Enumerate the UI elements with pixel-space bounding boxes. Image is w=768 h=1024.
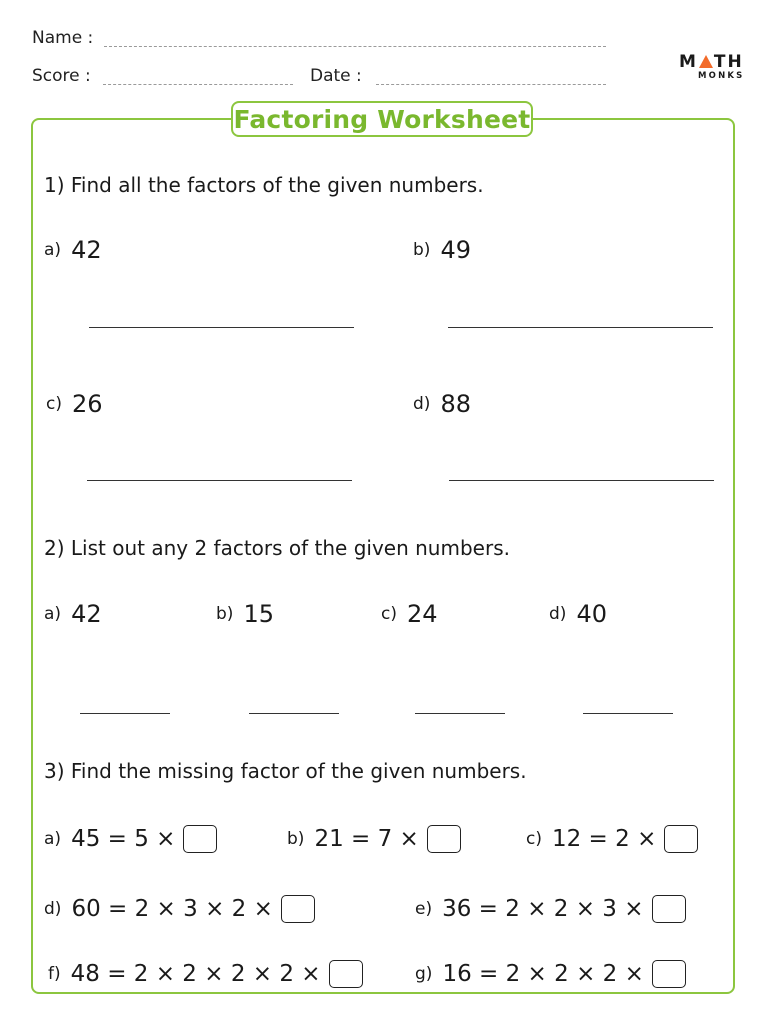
item-label: b) xyxy=(287,829,305,849)
item-label: b) xyxy=(216,604,234,624)
s1-item-a xyxy=(44,236,102,264)
s1-item-b xyxy=(413,236,471,264)
item-label: a) xyxy=(44,240,62,260)
item-label: b) xyxy=(413,240,431,260)
answer-line-a[interactable] xyxy=(89,327,354,328)
item-value: 42 xyxy=(71,236,102,264)
score-label: Score : xyxy=(32,66,91,86)
s2-item-c xyxy=(381,600,438,628)
s2-item-b xyxy=(216,600,274,628)
question-2: 2) List out any 2 factors of the given numbers. xyxy=(44,536,510,560)
title-box xyxy=(231,101,533,137)
equation: 16 = 2 × 2 × 2 × xyxy=(442,961,644,987)
item-label: c) xyxy=(46,394,62,414)
item-label: c) xyxy=(381,604,397,624)
answer-box[interactable] xyxy=(664,825,698,853)
answer-box[interactable] xyxy=(281,895,315,923)
item-label: d) xyxy=(44,899,62,919)
item-value: 24 xyxy=(406,600,438,628)
item-label: a) xyxy=(44,829,62,849)
answer-line-c[interactable] xyxy=(87,480,352,481)
item-value: 42 xyxy=(71,600,102,628)
item-label: g) xyxy=(415,964,433,984)
item-label: d) xyxy=(549,604,567,624)
item-label: c) xyxy=(526,829,542,849)
logo-math-right: TH xyxy=(713,52,744,72)
question-1: 1) Find all the factors of the given numbers. xyxy=(44,173,484,197)
equation: 45 = 5 × xyxy=(71,826,176,852)
answer-line-2a[interactable] xyxy=(80,713,170,714)
answer-line-2d[interactable] xyxy=(583,713,673,714)
equation: 36 = 2 × 2 × 3 × xyxy=(442,896,644,922)
s1-item-d xyxy=(413,390,471,418)
s3-item-b xyxy=(287,825,461,853)
item-value: 49 xyxy=(440,236,471,264)
answer-box[interactable] xyxy=(652,895,686,923)
math-monks-logo xyxy=(679,54,745,81)
answer-box[interactable] xyxy=(329,960,363,988)
s3-item-f xyxy=(48,960,363,988)
answer-line-b[interactable] xyxy=(448,327,713,328)
item-value: 26 xyxy=(71,390,103,418)
logo-wordmark xyxy=(679,54,745,71)
s3-item-c xyxy=(526,825,698,853)
date-label: Date : xyxy=(310,66,362,86)
name-field[interactable] xyxy=(104,46,606,47)
s3-item-d xyxy=(44,895,315,923)
answer-line-d[interactable] xyxy=(449,480,714,481)
equation: 21 = 7 × xyxy=(314,826,419,852)
page-title: Factoring Worksheet xyxy=(233,104,531,134)
s3-item-e xyxy=(415,895,686,923)
answer-box[interactable] xyxy=(427,825,461,853)
item-label: e) xyxy=(415,899,433,919)
item-value: 15 xyxy=(243,600,274,628)
question-3: 3) Find the missing factor of the given numbers. xyxy=(44,759,527,783)
logo-monks: MONKS xyxy=(698,71,745,81)
s2-item-d xyxy=(549,600,607,628)
score-field[interactable] xyxy=(103,84,293,85)
answer-box[interactable] xyxy=(183,825,217,853)
answer-box[interactable] xyxy=(652,960,686,988)
item-label: d) xyxy=(413,394,431,414)
equation: 48 = 2 × 2 × 2 × 2 × xyxy=(70,961,321,987)
date-field[interactable] xyxy=(376,84,606,85)
s1-item-c xyxy=(46,390,103,418)
s3-item-a xyxy=(44,825,217,853)
s3-item-g xyxy=(415,960,686,988)
item-label: f) xyxy=(48,964,61,984)
answer-line-2b[interactable] xyxy=(249,713,339,714)
triangle-icon xyxy=(699,55,713,68)
s2-item-a xyxy=(44,600,102,628)
answer-line-2c[interactable] xyxy=(415,713,505,714)
item-label: a) xyxy=(44,604,62,624)
item-value: 40 xyxy=(576,600,607,628)
item-value: 88 xyxy=(440,390,471,418)
equation: 60 = 2 × 3 × 2 × xyxy=(71,896,273,922)
name-label: Name : xyxy=(32,28,94,48)
equation: 12 = 2 × xyxy=(551,826,657,852)
logo-math-left: M xyxy=(679,52,698,72)
